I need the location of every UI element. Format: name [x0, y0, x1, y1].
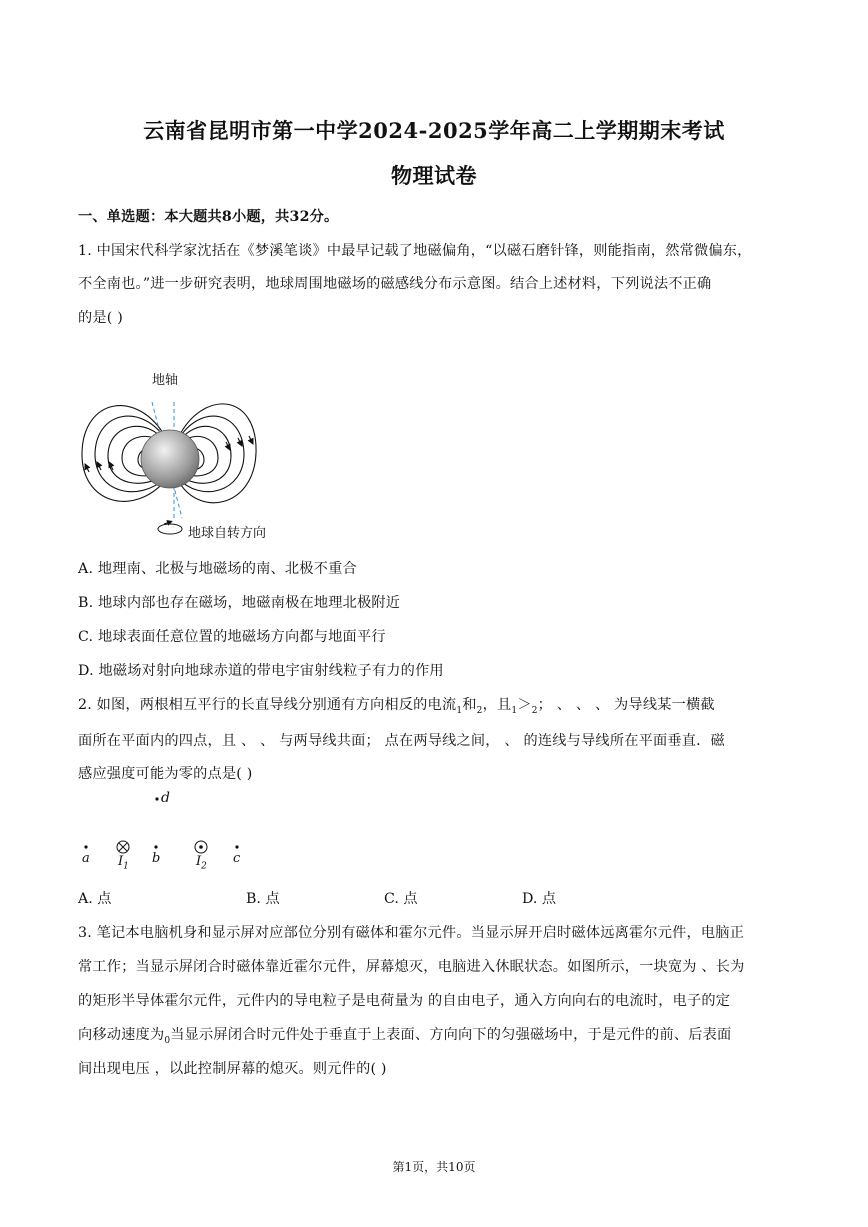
wire-points-diagram — [78, 790, 278, 875]
wire-points-figure — [78, 790, 278, 875]
q3-line-4: 向移动速度为$_0$当显示屏闭合时元件处于垂直于上表面、方向向下的匀强磁场中，于是元件的前、后表面 — [78, 1027, 732, 1046]
point-b-dot — [154, 845, 157, 848]
exam-title: 云南省昆明市第一中学2024-2025学年高二上学期期末考试 — [143, 118, 725, 143]
wire-i2-out-of-page-icon — [195, 841, 207, 853]
q1-option-a: A. 地理南、北极与地磁场的南、北极不重合 — [78, 561, 357, 577]
q3-line-5: 间出现电压 ，以此控制屏幕的熄灭。则元件的( ) — [78, 1061, 387, 1077]
magnetic-field-diagram — [78, 368, 278, 548]
q1-option-d: D. 地磁场对射向地球赤道的带电宇宙射线粒子有力的作用 — [78, 663, 444, 679]
q2-option-d: D. 点 — [522, 891, 557, 907]
q3-line-2: 常工作；当显示屏闭合时磁体靠近霍尔元件，屏幕熄灭，电脑进入休眠状态。如图所示，一块宽为 、长为 — [78, 959, 745, 975]
rotation-ellipse — [158, 524, 182, 534]
wire-i1-into-page-icon — [117, 841, 129, 853]
q2-option-c: C. 点 — [384, 891, 418, 907]
rotation-label: 地球自转方向 — [188, 526, 267, 541]
point-d-dot — [155, 797, 158, 800]
section-heading: 一、单选题：本大题共8小题，共32分。 — [78, 209, 339, 225]
wire-i2-label: $I_2$ — [196, 854, 207, 872]
point-c-label: c — [233, 851, 241, 866]
exam-subtitle: 物理试卷 — [391, 163, 477, 188]
wire-i1-label: $I_1$ — [118, 854, 129, 872]
q2-option-b: B. 点 — [246, 891, 280, 907]
q2-line-2: 面所在平面内的四点，且 、 、 与两导线共面； 点在两导线之间， 、 的连线与导线所在平面垂直．磁 — [78, 733, 725, 749]
point-b-label: b — [152, 851, 161, 866]
point-a-dot — [84, 845, 87, 848]
earth-sphere — [141, 430, 199, 488]
point-a-label: a — [82, 851, 90, 866]
q1-line-3: 的是( ) — [78, 310, 123, 326]
q1-line-1: 1. 中国宋代科学家沈括在《梦溪笔谈》中最早记载了地磁偏角，“以磁石磨针锋，则能指南，然常微偏东， — [78, 243, 752, 259]
q2-line-3: 感应强度可能为零的点是( ) — [78, 766, 253, 782]
point-d-label: d — [161, 790, 170, 806]
q2-line-1: 2. 如图，两根相互平行的长直导线分别通有方向相反的电流$_1$和$_2$，且$_1>_2$； 、 、 、 为导线某一横截 — [78, 697, 715, 716]
q1-option-c: C. 地球表面任意位置的地磁场方向都与地面平行 — [78, 629, 386, 645]
q1-option-b: B. 地球内部也存在磁场，地磁南极在地理北极附近 — [78, 595, 401, 611]
q2-option-a: A. 点 — [78, 891, 112, 907]
page-footer: 第1页，共10页 — [392, 1160, 476, 1174]
q1-line-2: 不全南也。”进一步研究表明，地球周围地磁场的磁感线分布示意图。结合上述材料，下列说法不正确 — [78, 276, 712, 292]
point-c-dot — [235, 845, 238, 848]
earth-magnetic-field-figure — [78, 368, 278, 548]
q3-line-1: 3. 笔记本电脑机身和显示屏对应部位分别有磁体和霍尔元件。当显示屏开启时磁体远离霍尔元件，电脑正 — [78, 925, 745, 941]
axis-label: 地轴 — [152, 373, 179, 388]
q3-line-3: 的矩形半导体霍尔元件，元件内的导电粒子是电荷量为 的自由电子，通入方向向右的电流时，电子的定 — [78, 993, 731, 1009]
